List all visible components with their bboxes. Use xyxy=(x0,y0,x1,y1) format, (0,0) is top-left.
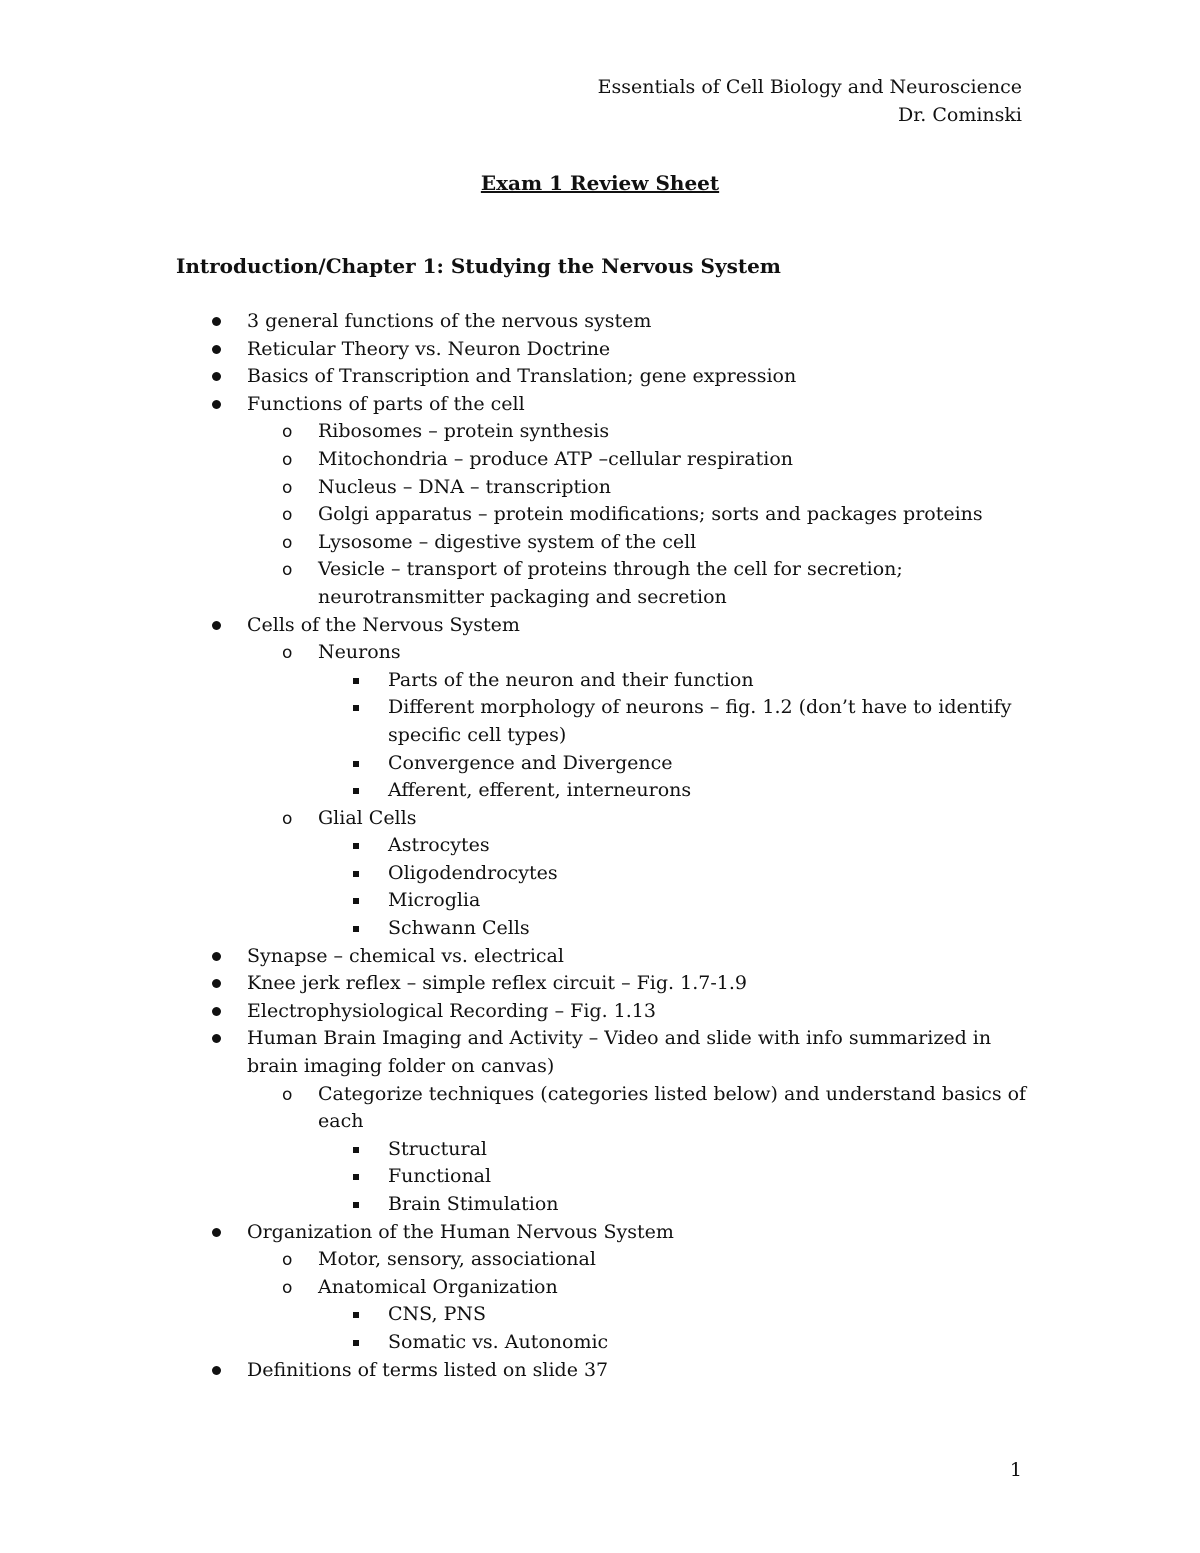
bullet-square-icon xyxy=(353,1329,359,1357)
outline-item-text: Astrocytes xyxy=(388,834,490,857)
bullet-disc-icon xyxy=(212,363,221,391)
outline-item-level-1 xyxy=(176,391,1036,419)
section-heading: Introduction/Chapter 1: Studying the Nervous System xyxy=(176,254,781,278)
bullet-square-icon xyxy=(353,694,359,722)
outline-item-level-2 xyxy=(176,556,1036,611)
outline-item-level-1 xyxy=(176,1357,1036,1385)
outline-item-level-1 xyxy=(176,336,1036,364)
bullet-disc-icon xyxy=(212,998,221,1026)
bullet-circle-icon: o xyxy=(282,532,293,553)
bullet-circle-icon: o xyxy=(282,422,293,443)
outline-item-level-3 xyxy=(176,667,1036,695)
outline-item-text: Lysosome – digestive system of the cell xyxy=(318,530,697,553)
outline-item-text: Functions of parts of the cell xyxy=(247,392,525,415)
outline-item-text: Parts of the neuron and their function xyxy=(388,668,754,691)
outline-item-text: Convergence and Divergence xyxy=(388,751,673,774)
outline-item-level-3 xyxy=(176,1301,1036,1329)
bullet-circle-icon: o xyxy=(282,477,293,498)
bullet-square-icon xyxy=(353,887,359,915)
bullet-square-icon xyxy=(353,832,359,860)
bullet-circle-icon: o xyxy=(282,449,293,470)
outline-item-level-3 xyxy=(176,1329,1036,1357)
outline-item-level-3 xyxy=(176,1163,1036,1191)
outline-item-text: Cells of the Nervous System xyxy=(247,613,520,636)
outline-item-text: Categorize techniques (categories listed below) and understand basics of each xyxy=(318,1082,1027,1133)
outline-item-text: Knee jerk reflex – simple reflex circuit – Fig. 1.7-1.9 xyxy=(247,972,747,995)
outline-item-text: Motor, sensory, associational xyxy=(318,1248,596,1271)
outline-item-text: Mitochondria – produce ATP –cellular respiration xyxy=(318,447,793,470)
outline-item-level-3 xyxy=(176,832,1036,860)
outline-item-level-3 xyxy=(176,777,1036,805)
outline-item-level-2 xyxy=(176,639,1036,667)
outline-item-text: Golgi apparatus – protein modifications; sorts and packages proteins xyxy=(318,503,983,526)
document-header xyxy=(598,73,1022,129)
outline-item-level-3 xyxy=(176,750,1036,778)
bullet-square-icon xyxy=(353,750,359,778)
bullet-circle-icon: o xyxy=(282,560,293,581)
bullet-disc-icon xyxy=(212,612,221,640)
bullet-square-icon xyxy=(353,860,359,888)
outline-item-level-2 xyxy=(176,529,1036,557)
bullet-disc-icon xyxy=(212,970,221,998)
outline-item-text: Reticular Theory vs. Neuron Doctrine xyxy=(247,337,611,360)
instructor-name: Dr. Cominski xyxy=(898,104,1022,126)
outline-item-level-1 xyxy=(176,363,1036,391)
bullet-disc-icon xyxy=(212,1025,221,1053)
bullet-circle-icon: o xyxy=(282,1250,293,1271)
outline-item-text: Functional xyxy=(388,1165,492,1188)
outline-list xyxy=(176,308,1036,1384)
outline-item-level-2 xyxy=(176,446,1036,474)
outline-item-text: 3 general functions of the nervous system xyxy=(247,310,652,332)
outline-item-text: CNS, PNS xyxy=(388,1303,487,1326)
outline-item-text: Structural xyxy=(388,1137,487,1160)
outline-item-level-3 xyxy=(176,915,1036,943)
bullet-circle-icon: o xyxy=(282,1277,293,1298)
outline-item-level-2 xyxy=(176,418,1036,446)
bullet-disc-icon xyxy=(212,1357,221,1385)
outline-item-level-3 xyxy=(176,694,1036,749)
outline-item-text: Neurons xyxy=(318,641,401,664)
outline-item-text: Glial Cells xyxy=(318,806,417,829)
bullet-disc-icon xyxy=(212,943,221,971)
outline-item-level-3 xyxy=(176,1136,1036,1164)
page-title: Exam 1 Review Sheet xyxy=(480,171,720,195)
bullet-disc-icon xyxy=(212,391,221,419)
outline-item-level-3 xyxy=(176,1191,1036,1219)
outline-item-text: Basics of Transcription and Translation; gene expression xyxy=(247,365,797,388)
page-number: 1 xyxy=(1009,1459,1022,1481)
outline-item-text: Electrophysiological Recording – Fig. 1.13 xyxy=(247,999,656,1022)
outline-item-text: Ribosomes – protein synthesis xyxy=(318,420,610,443)
bullet-disc-icon xyxy=(212,1219,221,1247)
outline-item-level-1 xyxy=(176,943,1036,971)
outline-item-level-1 xyxy=(176,1219,1036,1247)
outline-item-text: Synapse – chemical vs. electrical xyxy=(247,944,564,967)
outline-item-text: Definitions of terms listed on slide 37 xyxy=(247,1358,609,1381)
bullet-square-icon xyxy=(353,1163,359,1191)
bullet-circle-icon: o xyxy=(282,643,293,664)
outline-item-text: Anatomical Organization xyxy=(318,1275,558,1298)
bullet-disc-icon xyxy=(212,308,221,336)
outline-item-level-1 xyxy=(176,308,1036,336)
course-title: Essentials of Cell Biology and Neuroscience xyxy=(597,76,1022,98)
outline-item-text: Somatic vs. Autonomic xyxy=(388,1330,609,1353)
bullet-square-icon xyxy=(353,777,359,805)
outline-item-text: Human Brain Imaging and Activity – Video and slide with info summarized in brain imaging folder on canvas) xyxy=(247,1027,992,1078)
bullet-circle-icon: o xyxy=(282,505,293,526)
outline-item-level-2 xyxy=(176,501,1036,529)
outline-item-text: Brain Stimulation xyxy=(388,1193,559,1215)
outline-item-level-2 xyxy=(176,474,1036,502)
bullet-disc-icon xyxy=(212,336,221,364)
outline-item-text: Afferent, efferent, interneurons xyxy=(388,779,692,802)
outline-item-text: Vesicle – transport of proteins through the cell for secretion; neurotransmitter packaging and secretion xyxy=(318,558,903,608)
outline-item-level-3 xyxy=(176,887,1036,915)
review-outline xyxy=(176,308,1036,1384)
outline-item-level-1 xyxy=(176,612,1036,640)
bullet-square-icon xyxy=(353,1136,359,1164)
bullet-square-icon xyxy=(353,1191,359,1219)
outline-item-level-2 xyxy=(176,805,1036,833)
outline-item-level-2 xyxy=(176,1274,1036,1302)
bullet-square-icon xyxy=(353,1301,359,1329)
bullet-circle-icon: o xyxy=(282,808,293,829)
outline-item-level-1 xyxy=(176,970,1036,998)
outline-item-text: Organization of the Human Nervous System xyxy=(247,1220,674,1243)
outline-item-level-2 xyxy=(176,1081,1036,1136)
outline-item-text: Oligodendrocytes xyxy=(388,861,558,884)
outline-item-text: Schwann Cells xyxy=(388,917,530,940)
outline-item-text: Nucleus – DNA – transcription xyxy=(318,475,611,498)
bullet-square-icon xyxy=(353,915,359,943)
outline-item-text: Microglia xyxy=(388,889,481,912)
outline-item-level-2 xyxy=(176,1246,1036,1274)
bullet-circle-icon: o xyxy=(282,1084,293,1105)
outline-item-level-1 xyxy=(176,1025,1036,1080)
outline-item-text: Different morphology of neurons – fig. 1.2 (don’t have to identify specific cell types) xyxy=(388,696,1012,746)
bullet-square-icon xyxy=(353,667,359,695)
outline-item-level-3 xyxy=(176,860,1036,888)
outline-item-level-1 xyxy=(176,998,1036,1026)
